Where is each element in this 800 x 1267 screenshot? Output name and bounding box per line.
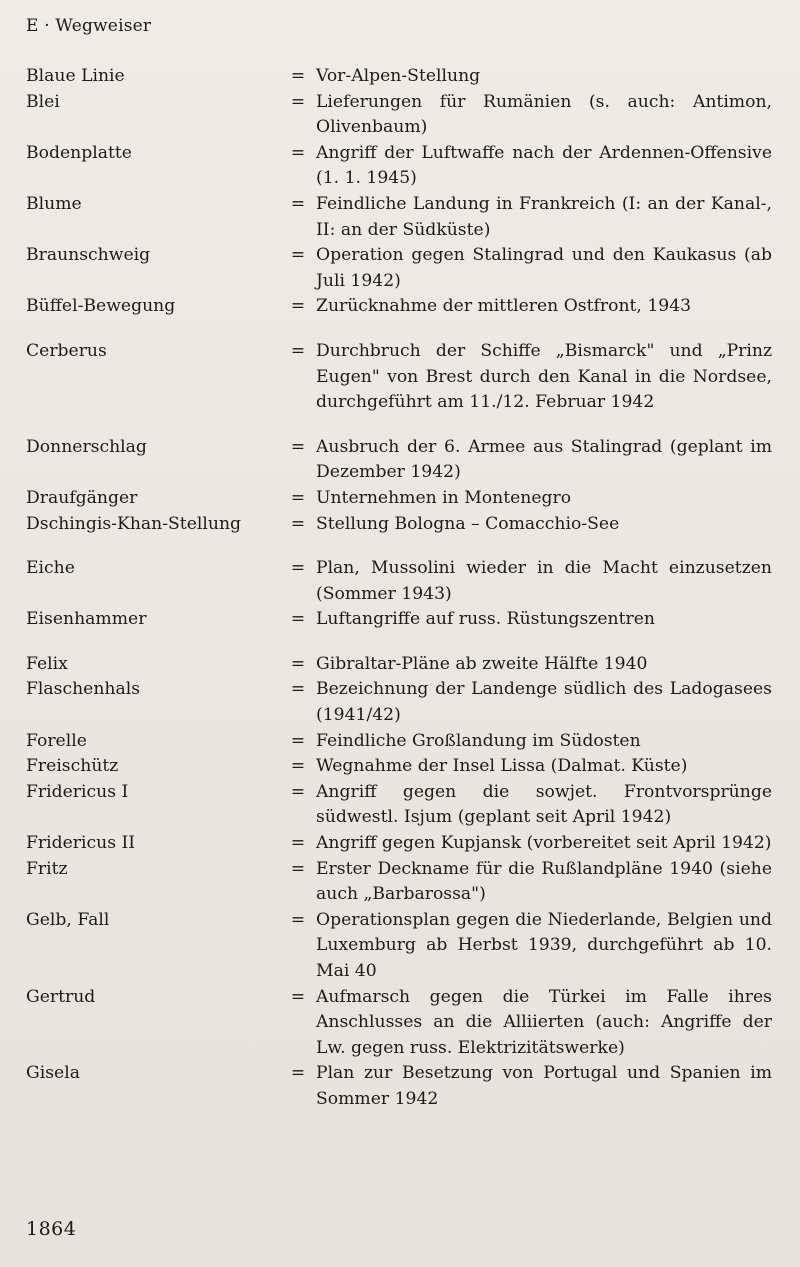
equals-sign: = xyxy=(290,833,306,854)
equals-sign: = xyxy=(290,986,306,1007)
entry-term: Freischütz xyxy=(26,756,119,777)
equals-sign: = xyxy=(290,142,306,163)
entry-definition: Feindliche Großlandung im Südosten xyxy=(316,730,641,751)
equals-sign: = xyxy=(290,781,306,802)
entry-definition: Durchbruch der Schiffe „Bismarck" und „Prinz Eugen" von Brest durch den Kanal in die Nordsee, durchgeführt am 11./12. Februar 1942 xyxy=(316,340,772,413)
glossary-entry xyxy=(26,64,772,90)
glossary-entry xyxy=(26,192,772,243)
equals-sign: = xyxy=(290,245,306,266)
entry-definition: Bezeichnung der Landenge südlich des Ladogasees (1941/42) xyxy=(316,679,772,726)
entry-definition: Stellung Bologna – Comacchio-See xyxy=(316,513,620,534)
equals-sign: = xyxy=(290,1063,306,1084)
entry-definition: Angriff gegen die sowjet. Frontvorsprünge südwestl. Isjum (geplant seit April 1942) xyxy=(316,781,772,828)
entry-term: Felix xyxy=(26,653,68,674)
entry-term: Braunschweig xyxy=(26,245,151,266)
entry-term: Donnerschlag xyxy=(26,436,147,457)
equals-sign: = xyxy=(290,909,306,930)
entry-definition: Lieferungen für Rumänien (s. auch: Antimon, Olivenbaum) xyxy=(316,91,772,138)
equals-sign: = xyxy=(290,513,306,534)
entry-definition: Wegnahme der Insel Lissa (Dalmat. Küste) xyxy=(316,756,688,777)
glossary-entry xyxy=(26,339,772,416)
glossary-entry xyxy=(26,243,772,294)
glossary-entry xyxy=(26,141,772,192)
glossary-entry xyxy=(26,985,772,1062)
entry-term: Blei xyxy=(26,91,60,112)
entry-term: Fridericus I xyxy=(26,781,129,802)
entry-term: Fritz xyxy=(26,858,68,879)
equals-sign: = xyxy=(290,193,306,214)
entry-term: Eisenhammer xyxy=(26,609,147,630)
entry-definition: Gibraltar-Pläne ab zweite Hälfte 1940 xyxy=(316,653,648,674)
equals-sign: = xyxy=(290,679,306,700)
entry-term: Blume xyxy=(26,193,82,214)
glossary-entry xyxy=(26,754,772,780)
equals-sign: = xyxy=(290,558,306,579)
glossary-entry xyxy=(26,486,772,512)
entry-definition: Vor-Alpen-Stellung xyxy=(316,66,481,86)
entry-definition: Luftangriffe auf russ. Rüstungszentren xyxy=(316,609,655,630)
glossary-entry xyxy=(26,556,772,607)
entry-definition: Angriff gegen Kupjansk (vorbereitet seit April 1942) xyxy=(316,833,772,854)
entry-term: Fridericus II xyxy=(26,833,136,854)
glossary-list xyxy=(26,64,772,1113)
running-head: E · Wegweiser xyxy=(26,16,152,36)
entry-term: Gelb, Fall xyxy=(26,909,110,930)
entry-definition: Aufmarsch gegen die Türkei im Falle ihres Anschlusses an die Alliierten (auch: Angriffe der Lw. gegen russ. Elektrizitätswerke) xyxy=(316,986,772,1058)
glossary-entry xyxy=(26,294,772,320)
entry-definition: Plan, Mussolini wieder in die Macht einzusetzen (Sommer 1943) xyxy=(316,558,772,604)
entry-term: Gisela xyxy=(26,1063,80,1084)
glossary-entry xyxy=(26,607,772,633)
equals-sign: = xyxy=(290,756,306,777)
entry-definition: Operationsplan gegen die Niederlande, Belgien und Luxemburg ab Herbst 1939, durchgeführt ab 10. Mai 40 xyxy=(316,909,772,981)
glossary-entry xyxy=(26,908,772,985)
equals-sign: = xyxy=(290,653,306,674)
page-number: 1864 xyxy=(26,1218,77,1240)
equals-sign: = xyxy=(290,296,306,317)
equals-sign: = xyxy=(290,91,306,112)
equals-sign: = xyxy=(290,487,306,508)
entry-definition: Unternehmen in Montenegro xyxy=(316,487,572,508)
entry-definition: Erster Deckname für die Rußlandpläne 1940 (siehe auch „Barbarossa") xyxy=(316,858,772,905)
entry-definition: Plan zur Besetzung von Portugal und Spanien im Sommer 1942 xyxy=(316,1063,772,1109)
entry-term: Blaue Linie xyxy=(26,66,125,86)
entry-term: Büffel-Bewegung xyxy=(26,296,176,317)
equals-sign: = xyxy=(290,609,306,630)
entry-definition: Feindliche Landung in Frankreich (I: an der Kanal-, II: an der Südküste) xyxy=(316,193,772,240)
equals-sign: = xyxy=(290,66,306,86)
entry-term: Flaschenhals xyxy=(26,679,141,700)
entry-term: Bodenplatte xyxy=(26,142,132,163)
glossary-entry xyxy=(26,677,772,728)
glossary-entry xyxy=(26,831,772,857)
entry-term: Dschingis-Khan-Stellung xyxy=(26,513,242,534)
entry-definition: Angriff der Luftwaffe nach der Ardennen-Offensive (1. 1. 1945) xyxy=(316,142,772,189)
equals-sign: = xyxy=(290,340,306,361)
glossary-entry xyxy=(26,729,772,755)
entry-term: Gertrud xyxy=(26,986,96,1007)
glossary-entry xyxy=(26,1061,772,1112)
entry-definition: Operation gegen Stalingrad und den Kaukasus (ab Juli 1942) xyxy=(316,245,772,291)
entry-definition: Ausbruch der 6. Armee aus Stalingrad (geplant im Dezember 1942) xyxy=(316,436,772,483)
glossary-entry xyxy=(26,90,772,141)
glossary-entry xyxy=(26,512,772,538)
glossary-entry xyxy=(26,435,772,486)
glossary-entry xyxy=(26,857,772,908)
entry-definition: Zurücknahme der mittleren Ostfront, 1943 xyxy=(316,296,692,317)
equals-sign: = xyxy=(290,858,306,879)
entry-term: Cerberus xyxy=(26,340,107,361)
entry-term: Draufgänger xyxy=(26,487,138,508)
equals-sign: = xyxy=(290,436,306,457)
equals-sign: = xyxy=(290,730,306,751)
entry-term: Forelle xyxy=(26,730,87,751)
glossary-entry xyxy=(26,652,772,678)
entry-term: Eiche xyxy=(26,558,75,579)
glossary-entry xyxy=(26,780,772,831)
